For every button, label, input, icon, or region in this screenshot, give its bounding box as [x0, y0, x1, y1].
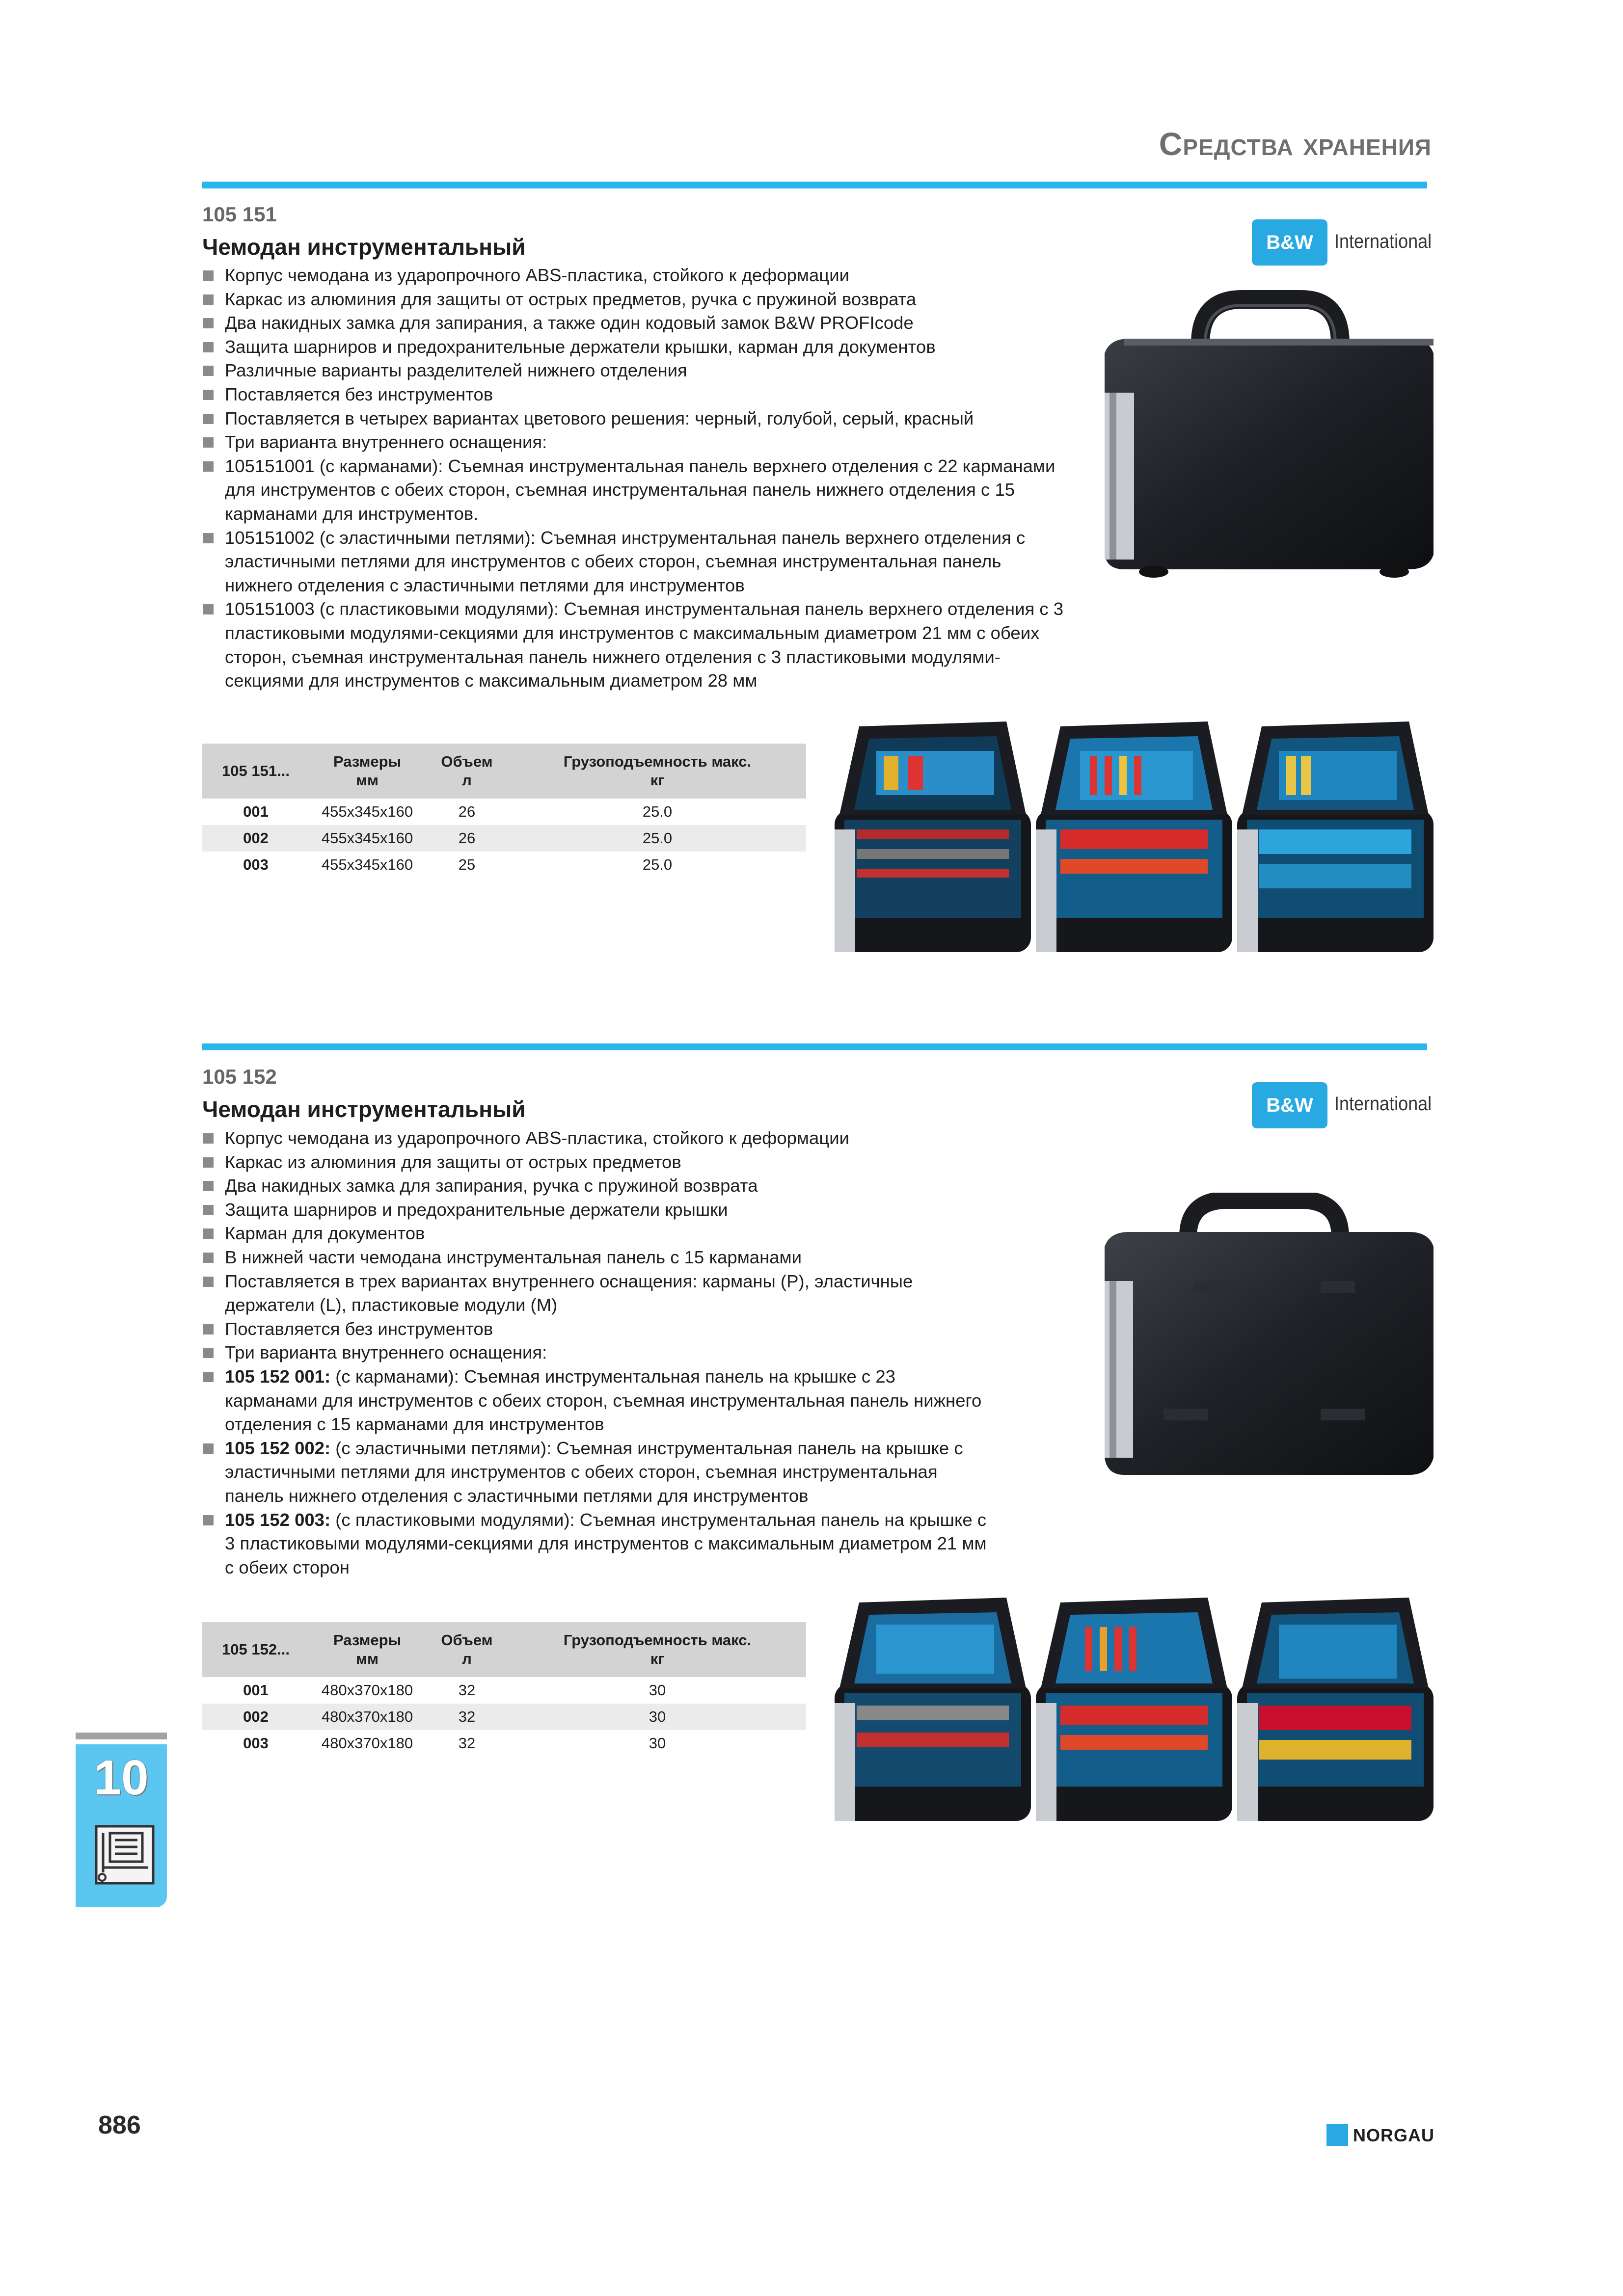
table-row: 001 480x370x180 32 30 — [243, 1682, 666, 1699]
table-header-capacity: Грузоподъемность макс. кг — [509, 744, 806, 799]
case-open-images — [830, 717, 1438, 957]
table-row: 003 480x370x180 32 30 — [243, 1735, 666, 1752]
table-header-volume: Объем л — [425, 744, 509, 799]
bw-logo-text: International — [1334, 231, 1432, 252]
feature-item: Три варианта внутреннего оснащения: — [202, 1341, 988, 1365]
feature-item: Поставляется в четырех вариантах цветового решения: черный, голубой, серый, красный — [202, 407, 1066, 431]
storage-case-icon — [93, 1823, 156, 1886]
section-divider — [202, 1043, 1427, 1050]
norgau-logo-text: NORGAU — [1353, 2125, 1434, 2145]
section-divider — [202, 182, 1427, 188]
feature-item: Различные варианты разделителей нижнего отделения — [202, 359, 1066, 383]
table-header-dimensions: Размеры мм — [309, 1622, 425, 1677]
table-row: 002 455x345x160 26 25.0 — [202, 825, 806, 852]
feature-item: 105 152 001: (с карманами): Съемная инструментальная панель на крышке с 23 карманами для инструментов с обеих сторон, съемная инструментальная панель нижнего отделения с 15 карманами для инструментов — [202, 1365, 988, 1437]
feature-item: Корпус чемодана из ударопрочного ABS-пластика, стойкого к деформации — [202, 264, 1066, 288]
feature-item: 105151003 (с пластиковыми модулями): Съемная инструментальная панель верхнего отделения с 3 пластиковыми модулями-секциями для инструментов с максимальным диаметром 21 мм с обеих сторон, съемная инструментальная панель нижнего отделения с 3 пластиковыми модулями-секциями для инструментов с максимальным диаметром 28 мм — [202, 597, 1066, 693]
chapter-tab-bar — [76, 1733, 167, 1739]
feature-list — [202, 1126, 988, 1579]
table-header-article: 105 151... — [202, 744, 309, 799]
norgau-logo-mark — [1326, 2124, 1348, 2146]
feature-item: Каркас из алюминия для защиты от острых предметов — [202, 1150, 988, 1175]
feature-item: Три варианта внутреннего оснащения: — [202, 430, 1066, 454]
feature-item: Поставляется без инструментов — [202, 383, 1066, 407]
case-open-images — [830, 1595, 1438, 1826]
feature-item: 105151001 (с карманами): Съемная инструментальная панель верхнего отделения с 22 карманами для инструментов с обеих сторон, съемная инструментальная панель нижнего отделения с 15 карманами для инструментов. — [202, 454, 1066, 526]
chapter-title: Средства хранения — [1159, 126, 1432, 162]
product-title: Чемодан инструментальный — [202, 1096, 526, 1122]
spec-table — [202, 1622, 806, 1757]
feature-item: Два накидных замка для запирания, ручка с пружиной возврата — [202, 1174, 988, 1198]
feature-item: Защита шарниров и предохранительные держатели крышки, карман для документов — [202, 335, 1066, 359]
feature-item: Каркас из алюминия для защиты от острых предметов, ручка с пружиной возврата — [202, 288, 1066, 312]
feature-item: Корпус чемодана из ударопрочного ABS-пластика, стойкого к деформации — [202, 1126, 988, 1150]
feature-item: 105151002 (с эластичными петлями): Съемная инструментальная панель верхнего отделения с эластичными петлями для инструментов с обеих сторон, съемная инструментальная панель нижнего отделения с эластичными петлями для инструментов — [202, 526, 1066, 598]
article-number: 105 151 — [202, 203, 277, 226]
table-row: 003 455x345x160 25 25.0 — [243, 856, 673, 873]
bw-logo-text: International — [1334, 1093, 1432, 1115]
feature-item: 105 152 003: (с пластиковыми модулями): Съемная инструментальная панель на крышке с 3 пластиковыми модулями-секциями для инструментов с максимальным диаметром 21 мм с обеих сторон — [202, 1508, 988, 1580]
article-number: 105 152 — [202, 1065, 277, 1088]
bw-logo-badge: B&W — [1252, 1082, 1327, 1128]
table-row: 001 455x345x160 26 25.0 — [243, 803, 673, 820]
feature-item: В нижней части чемодана инструментальная панель с 15 карманами — [202, 1246, 988, 1270]
feature-item: Два накидных замка для запирания, а также один кодовый замок B&W PROFIcode — [202, 311, 1066, 335]
table-header-capacity: Грузоподъемность макс. кг — [509, 1622, 806, 1677]
feature-item: Поставляется без инструментов — [202, 1317, 988, 1341]
case-closed-image — [1095, 290, 1438, 579]
spec-table — [202, 744, 806, 878]
product-title: Чемодан инструментальный — [202, 234, 526, 260]
page-number: 886 — [98, 2111, 141, 2139]
feature-item: Карман для документов — [202, 1222, 988, 1246]
table-header-article: 105 152... — [202, 1622, 309, 1677]
table-header-volume: Объем л — [425, 1622, 509, 1677]
feature-item: 105 152 002: (с эластичными петлями): Съемная инструментальная панель на крышке с эластичными петлями для инструментов с обеих сторон, съемная инструментальная панель нижнего отделения с эластичными петлями для инструментов — [202, 1437, 988, 1508]
table-row: 002 480x370x180 32 30 — [202, 1704, 806, 1730]
case-closed-image — [1095, 1193, 1438, 1487]
feature-list — [202, 264, 1066, 693]
feature-item: Защита шарниров и предохранительные держатели крышки — [202, 1198, 988, 1222]
table-header-dimensions: Размеры мм — [309, 744, 425, 799]
chapter-number: 10 — [94, 1750, 149, 1805]
bw-logo-badge: B&W — [1252, 219, 1327, 266]
feature-item: Поставляется в трех вариантах внутреннего оснащения: карманы (P), эластичные держатели (L), пластиковые модули (M) — [202, 1270, 988, 1317]
